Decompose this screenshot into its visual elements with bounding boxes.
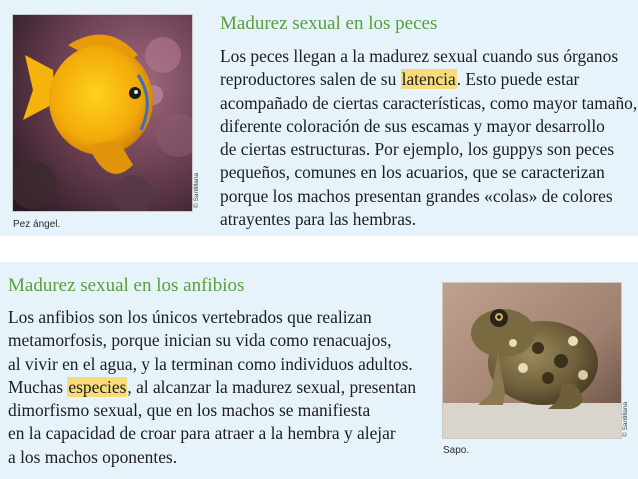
line-text: al vivir en el agua, y la terminan como individuos adultos. xyxy=(8,353,413,374)
line-text: en la capacidad de croar para atraer a la hembra y alejar xyxy=(8,423,396,444)
toad-photo-frame xyxy=(442,282,622,439)
section-anfibios xyxy=(0,262,638,479)
body-line xyxy=(8,446,416,469)
line-text: pequeños, comunes en los acuarios, que se caracterizan xyxy=(220,162,605,183)
line-text: Los peces llegan a la madurez sexual cuando sus órganos xyxy=(220,46,619,66)
body-line xyxy=(220,185,637,208)
body-line xyxy=(220,68,637,91)
section-peces xyxy=(0,0,638,236)
body-line xyxy=(220,208,637,231)
line-text: atrayentes para las hembras. xyxy=(220,209,417,230)
section-heading: Madurez sexual en los anfibios xyxy=(8,275,245,296)
line-text: diferente coloración de sus escamas y mayor desarrollo xyxy=(220,115,605,136)
line-text: . Esto puede estar xyxy=(456,69,580,90)
section-body xyxy=(8,306,416,469)
photo-credit: © Santillana xyxy=(622,401,629,437)
body-line xyxy=(8,399,416,422)
body-line xyxy=(8,306,416,329)
line-text: a los machos oponentes. xyxy=(8,446,178,467)
line-text: reproductores salen de su xyxy=(220,69,401,90)
body-line xyxy=(8,329,416,352)
body-line xyxy=(220,138,637,161)
toad-photo-icon xyxy=(443,283,621,438)
line-text: metamorfosis, porque inician su vida como renacuajos, xyxy=(8,330,392,351)
body-line xyxy=(8,353,416,376)
line-text: de ciertas estructuras. Por ejemplo, los guppys son peces xyxy=(220,139,615,160)
line-text: acompañado de ciertas características, como mayor tamaño, xyxy=(220,92,638,113)
angelfish-photo-icon xyxy=(13,15,192,211)
section-heading: Madurez sexual en los peces xyxy=(220,13,438,34)
body-line xyxy=(8,422,416,445)
photo-credit: © Santillana xyxy=(193,172,200,208)
body-line xyxy=(8,376,416,399)
line-text: dimorfismo sexual, que en los machos se manifiesta xyxy=(8,400,371,421)
body-line xyxy=(220,92,637,115)
line-text: porque los machos presentan grandes «colas» de colores xyxy=(220,185,613,206)
body-line xyxy=(220,115,637,138)
angelfish-photo-frame xyxy=(12,14,193,212)
highlighted-term: latencia xyxy=(401,69,456,90)
photo-caption: Sapo. xyxy=(443,445,470,456)
body-line xyxy=(220,161,637,184)
photo-caption: Pez ángel. xyxy=(13,219,61,230)
section-body xyxy=(220,45,637,231)
line-text: , al alcanzar la madurez sexual, presentan xyxy=(127,376,417,397)
line-text: Muchas xyxy=(8,376,68,397)
line-text: Los anfibios son los únicos vertebrados que realizan xyxy=(8,307,372,327)
body-line xyxy=(220,45,637,68)
highlighted-term: especies xyxy=(68,376,127,397)
